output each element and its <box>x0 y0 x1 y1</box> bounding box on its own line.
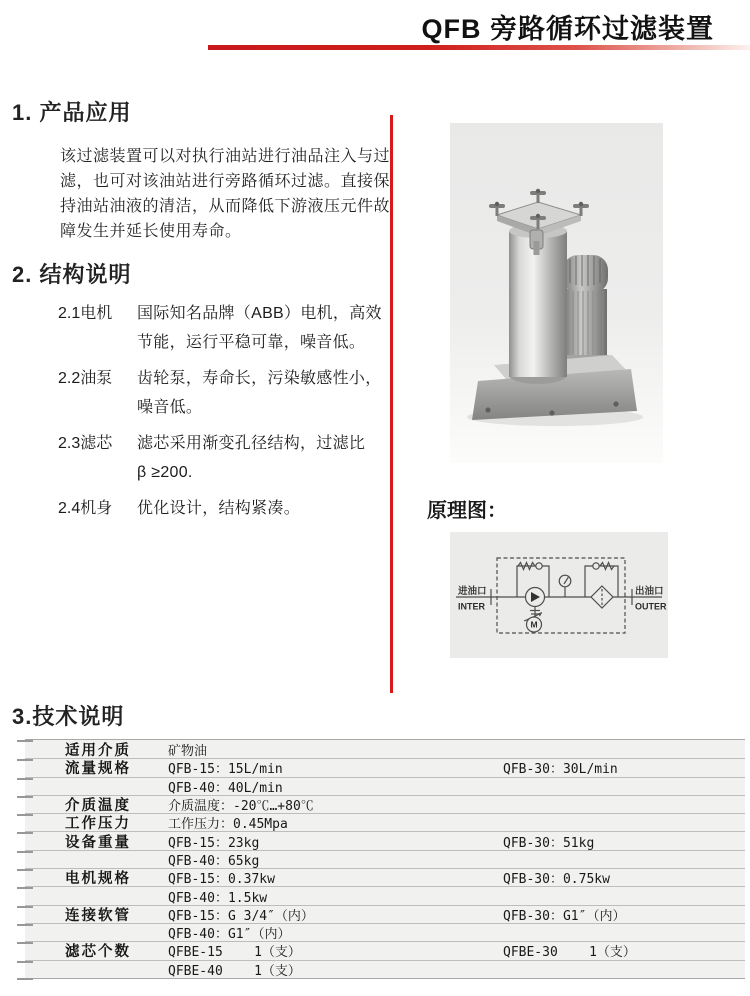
section3-heading: 3.技术说明 <box>12 704 125 729</box>
spec-value-mid: QFB-15：0.37kw <box>168 872 275 888</box>
filter-symbol <box>591 586 613 608</box>
description-line: 障发生并延长使用寿命。 <box>60 223 242 240</box>
spec-label: 适用介质 <box>65 742 131 759</box>
structure-item-text: 齿轮泵，寿命长，污染敏感性小， 噪音低。 <box>137 370 382 416</box>
spec-value-mid: QFB-15：15L/min <box>168 762 283 778</box>
spec-value-right: QFBE-30 1（支） <box>503 945 636 961</box>
structure-item-label: 2.1电机 <box>58 305 113 322</box>
table-row <box>25 850 745 868</box>
spec-value-right: QFB-30：51kg <box>503 835 595 851</box>
spec-value-right: QFB-30：30L/min <box>503 762 618 778</box>
spec-table <box>25 739 745 979</box>
structure-item-text: 滤芯采用渐变孔径结构，过滤比 β ≥200. <box>137 435 366 481</box>
table-row <box>25 923 745 941</box>
description-line: 持油站油液的清洁，从而降低下游液压元件故 <box>60 198 391 215</box>
table-row <box>25 813 745 831</box>
spec-value-mid: QFB-40：65kg <box>168 853 260 869</box>
schematic-diagram <box>450 532 668 658</box>
structure-item-text: 国际知名品牌（ABB）电机，高效 节能，运行平稳可靠，噪音低。 <box>137 305 382 351</box>
section-structure <box>12 258 384 530</box>
table-row <box>25 795 745 813</box>
structure-item-label: 2.3滤芯 <box>58 435 113 452</box>
schematic-heading: 原理图： <box>427 500 507 522</box>
spec-label: 电机规格 <box>65 871 131 888</box>
description-line: 滤，也可对该油站进行旁路循环过滤。直接保 <box>60 173 391 190</box>
filter-unit-illustration <box>450 123 663 463</box>
section-product-application <box>12 96 391 244</box>
structure-item <box>58 429 384 487</box>
table-row <box>25 868 745 886</box>
outlet-label-en: OUTER <box>635 601 667 612</box>
section2-heading: 2. 结构说明 <box>12 262 132 287</box>
table-row <box>25 831 745 849</box>
structure-item <box>58 299 384 357</box>
motor-label: M <box>530 619 538 630</box>
table-row <box>25 777 745 795</box>
red-divider <box>390 115 393 693</box>
inlet-label-en: INTER <box>458 601 485 612</box>
structure-item-text: 优化设计，结构紧凑。 <box>137 500 301 517</box>
structure-item-label: 2.2油泵 <box>58 370 113 387</box>
spec-label: 介质温度 <box>65 798 131 815</box>
spec-value-mid: QFB-40：1.5kw <box>168 890 268 906</box>
table-row <box>25 941 745 959</box>
spec-label: 滤芯个数 <box>65 944 131 961</box>
spec-value-right: QFB-30：G1″（内） <box>503 908 626 924</box>
table-row <box>25 905 745 923</box>
product-photo <box>450 123 663 463</box>
spec-value-mid: 介质温度：-20℃…+80℃ <box>168 799 314 815</box>
spec-value-mid: QFBE-40 1（支） <box>168 963 301 979</box>
product-description <box>60 144 391 244</box>
table-row <box>25 960 745 978</box>
spec-value-mid: QFB-15：G 3/4″（内） <box>168 908 314 924</box>
page-title: QFB 旁路循环过滤装置 <box>421 14 714 44</box>
inlet-label-cn: 进油口 <box>458 586 487 597</box>
pump-symbol <box>526 588 545 607</box>
description-line: 该过滤装置可以对执行油站进行油品注入与过 <box>60 148 391 165</box>
spec-value-mid: 矿物油 <box>168 743 208 759</box>
structure-item <box>58 494 384 523</box>
outlet-label-cn: 出油口 <box>635 586 664 597</box>
table-row <box>25 758 745 776</box>
spec-value-mid: 工作压力：0.45Mpa <box>168 817 288 833</box>
table-row <box>25 886 745 904</box>
structure-item <box>58 364 384 422</box>
spec-value-mid: QFB-40：40L/min <box>168 780 283 796</box>
section1-heading: 1. 产品应用 <box>12 100 132 125</box>
structure-item-label: 2.4机身 <box>58 500 113 517</box>
spec-label: 流量规格 <box>65 761 131 778</box>
spec-value-right: QFB-30：0.75kw <box>503 872 610 888</box>
spec-value-mid: QFBE-15 1（支） <box>168 945 301 961</box>
structure-items <box>58 299 384 523</box>
spec-label: 工作压力 <box>65 816 131 833</box>
spec-value-mid: QFB-15：23kg <box>168 835 260 851</box>
table-row <box>25 740 745 758</box>
pressure-gauge-symbol <box>559 575 571 597</box>
spec-label: 连接软管 <box>65 907 131 924</box>
spec-value-mid: QFB-40：G1″（内） <box>168 927 291 943</box>
title-underline <box>208 45 750 50</box>
spec-label: 设备重量 <box>65 834 131 851</box>
